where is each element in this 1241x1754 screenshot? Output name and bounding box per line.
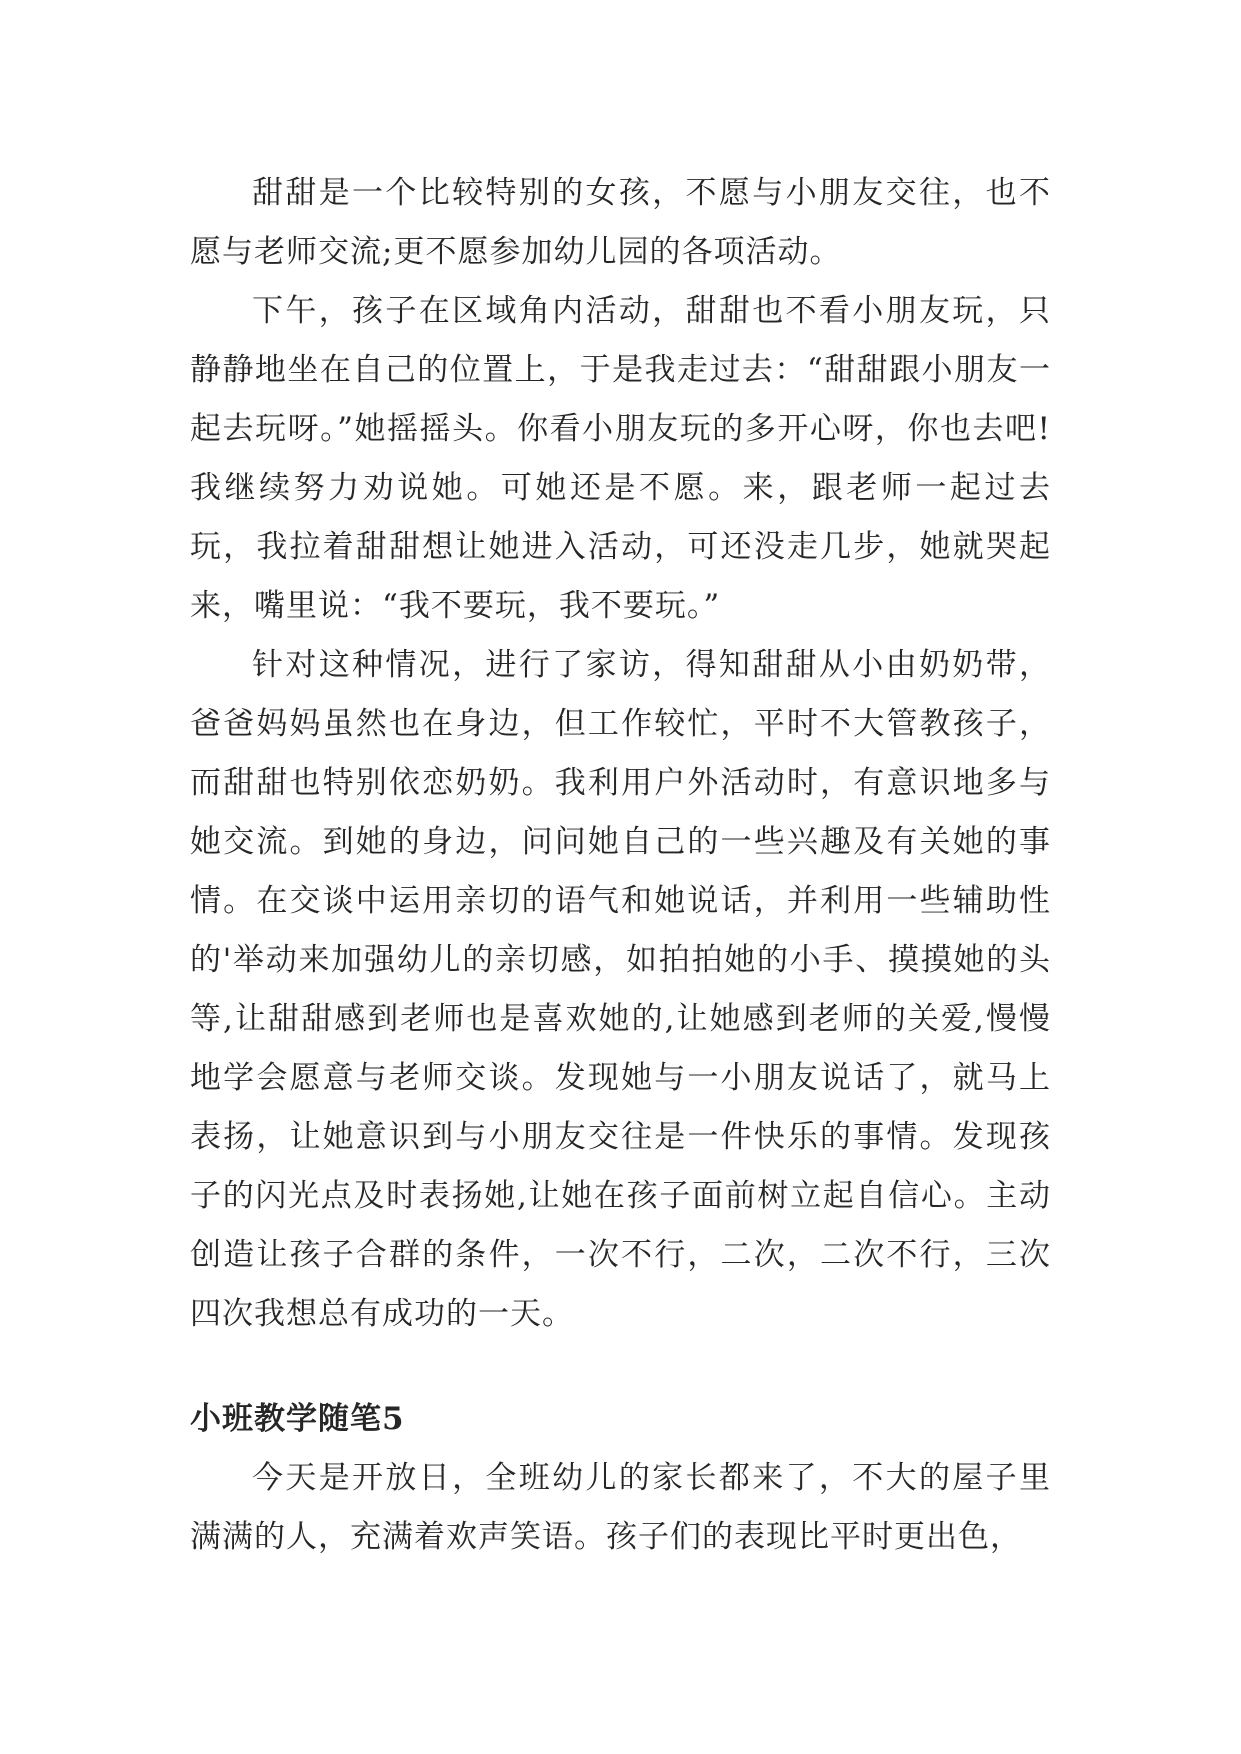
section-paragraph-1: 今天是开放日，全班幼儿的家长都来了，不大的屋子里满满的人，充满着欢声笑语。孩子们的表现比平时更出色， (190, 1460, 1051, 1555)
paragraph-3: 针对这种情况，进行了家访，得知甜甜从小由奶奶带，爸爸妈妈虽然也在身边，但工作较忙，平时不大管教孩子，而甜甜也特别依恋奶奶。我利用户外活动时，有意识地多与她交流。到她的身边，问问她自己的一些兴趣及有关她的事情。在交谈中运用亲切的语气和她说话，并利用一些辅助性的'举动来加强幼儿的亲切感，如拍拍她的小手、摸摸她的头等,让甜甜感到老师也是喜欢她的,让她感到老师的关爱,慢慢地学会愿意与老师交谈。发现她与一小朋友说话了，就马上表扬，让她意识到与小朋友交往是一件快乐的事情。发现孩子的闪光点及时表扬她,让她在孩子面前树立起自信心。主动创造让孩子合群的条件，一次不行，二次，二次不行，三次四次我想总有成功的一天。 (190, 647, 1051, 1332)
paragraph-1: 甜甜是一个比较特别的女孩，不愿与小朋友交往，也不愿与老师交流;更不愿参加幼儿园的各项活动。 (190, 175, 1051, 270)
paragraph-2: 下午，孩子在区域角内活动，甜甜也不看小朋友玩，只静静地坐在自己的位置上，于是我走过去：“甜甜跟小朋友一起去玩呀。”她摇摇头。你看小朋友玩的多开心呀，你也去吧!我继续努力劝说她。可她还是不愿。来，跟老师一起过去玩，我拉着甜甜想让她进入活动，可还没走几步，她就哭起来，嘴里说：“我不要玩，我不要玩。” (190, 293, 1051, 624)
section-heading: 小班教学随笔5 (190, 1401, 405, 1437)
